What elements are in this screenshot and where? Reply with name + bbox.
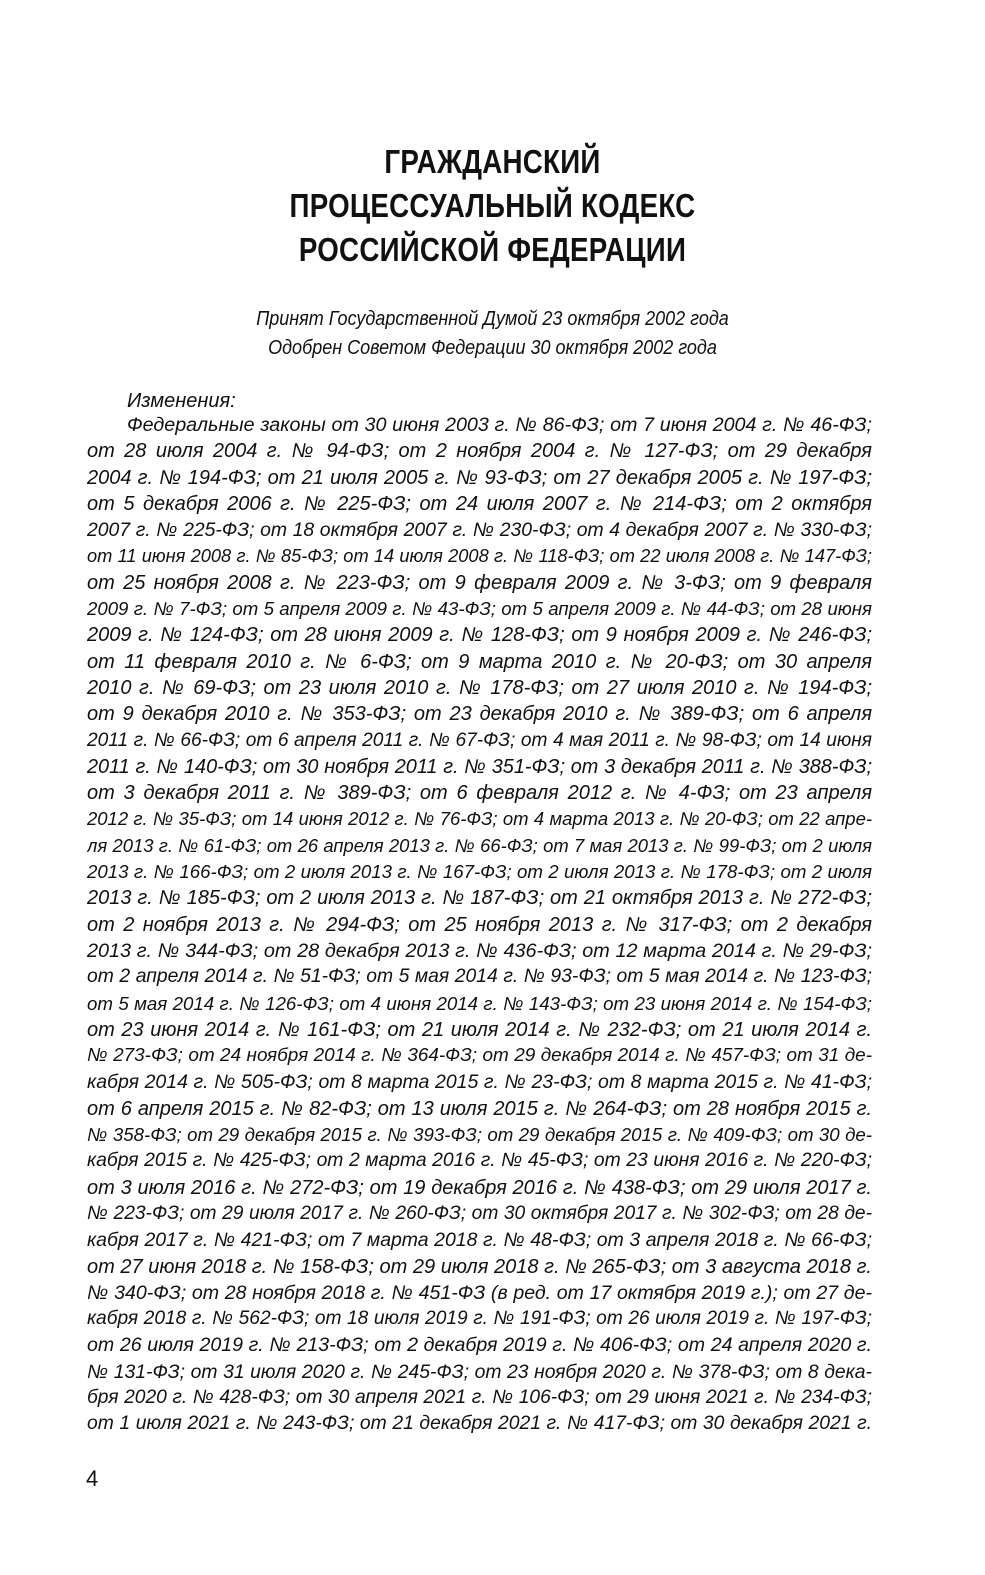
adoption-info	[0, 305, 985, 363]
adopted-by-duma: Принят Государственной Думой 23 октября 2002 года	[256, 308, 729, 330]
changes-line: от 5 декабря 2006 г. № 225-ФЗ; от 24 июля 2007 г. № 214-ФЗ; от 2 октября	[87, 492, 872, 515]
changes-list	[87, 412, 872, 1438]
changes-line: кабря 2015 г. № 425-ФЗ; от 2 марта 2016 г. № 45-ФЗ; от 23 июня 2016 г. № 220-ФЗ;	[87, 1150, 872, 1172]
changes-line: 2013 г. № 344-ФЗ; от 28 декабря 2013 г. № 436-ФЗ; от 12 марта 2014 г. № 29-ФЗ;	[87, 939, 872, 962]
changes-line: 2007 г. № 225-ФЗ; от 18 октября 2007 г. № 230-ФЗ; от 4 декабря 2007 г. № 330-ФЗ;	[87, 519, 872, 542]
changes-line: 2011 г. № 66-ФЗ; от 6 апреля 2011 г. № 67-ФЗ; от 4 мая 2011 г. № 98-ФЗ; от 14 июня	[87, 729, 872, 751]
changes-line: № 223-ФЗ; от 29 июля 2017 г. № 260-ФЗ; от 30 октября 2017 г. № 302-ФЗ; от 28 де-	[87, 1202, 872, 1224]
changes-line: от 26 июля 2019 г. № 213-ФЗ; от 2 декабря 2019 г. № 406-ФЗ; от 24 апреля 2020 г.	[87, 1334, 872, 1357]
changes-line: от 11 февраля 2010 г. № 6-ФЗ; от 9 марта 2010 г. № 20-ФЗ; от 30 апреля	[87, 650, 872, 673]
title-line: ПРОЦЕССУАЛЬНЫЙ КОДЕКС	[289, 187, 696, 224]
changes-line: 2009 г. № 124-ФЗ; от 28 июня 2009 г. № 128-ФЗ; от 9 ноября 2009 г. № 246-ФЗ;	[87, 624, 872, 647]
changes-line: от 2 апреля 2014 г. № 51-ФЗ; от 5 мая 2014 г. № 93-ФЗ; от 5 мая 2014 г. № 123-ФЗ;	[87, 966, 872, 988]
changes-line: от 11 июня 2008 г. № 85-ФЗ; от 14 июля 2008 г. № 118-ФЗ; от 22 июля 2008 г. № 147-ФЗ;	[87, 545, 872, 567]
document-title	[0, 140, 985, 272]
changes-line: от 2 ноября 2013 г. № 294-ФЗ; от 25 ноября 2013 г. № 317-ФЗ; от 2 декабря	[87, 913, 872, 936]
changes-line: Федеральные законы от 30 июня 2003 г. № 86-ФЗ; от 7 июня 2004 г. № 46-ФЗ;	[127, 414, 872, 436]
changes-label: Изменения:	[127, 390, 236, 412]
changes-line: кабря 2017 г. № 421-ФЗ; от 7 марта 2018 г. № 48-ФЗ; от 3 апреля 2018 г. № 66-ФЗ;	[87, 1229, 872, 1252]
changes-line: 2004 г. № 194-ФЗ; от 21 июля 2005 г. № 93-ФЗ; от 27 декабря 2005 г. № 197-ФЗ;	[87, 466, 872, 489]
changes-line: от 6 апреля 2015 г. № 82-ФЗ; от 13 июля 2015 г. № 264-ФЗ; от 28 ноября 2015 г.	[87, 1097, 872, 1120]
changes-line: 2012 г. № 35-ФЗ; от 14 июня 2012 г. № 76-ФЗ; от 4 марта 2013 г. № 20-ФЗ; от 22 апре-	[87, 808, 872, 830]
changes-line: от 23 июня 2014 г. № 161-ФЗ; от 21 июля 2014 г. № 232-ФЗ; от 21 июля 2014 г.	[87, 1018, 872, 1041]
changes-line: от 1 июля 2021 г. № 243-ФЗ; от 21 декабря 2021 г. № 417-ФЗ; от 30 декабря 2021 г.	[87, 1413, 872, 1435]
title-line: ГРАЖДАНСКИЙ	[384, 143, 601, 180]
changes-line: № 273-ФЗ; от 24 ноября 2014 г. № 364-ФЗ; от 29 декабря 2014 г. № 457-ФЗ; от 31 де-	[87, 1045, 872, 1067]
changes-line: кабря 2018 г. № 562-ФЗ; от 18 июля 2019 г. № 191-ФЗ; от 26 июля 2019 г. № 197-ФЗ;	[87, 1308, 872, 1330]
changes-line: 2013 г. № 166-ФЗ; от 2 июля 2013 г. № 167-ФЗ; от 2 июля 2013 г. № 178-ФЗ; от 2 июля	[87, 861, 872, 883]
title-line: РОССИЙСКОЙ ФЕДЕРАЦИИ	[298, 231, 687, 268]
changes-line: от 5 мая 2014 г. № 126-ФЗ; от 4 июня 2014 г. № 143-ФЗ; от 23 июня 2014 г. № 154-ФЗ;	[87, 992, 872, 1014]
approved-by-federation-council: Одобрен Советом Федерации 30 октября 2002 года	[268, 337, 717, 359]
changes-line: от 9 декабря 2010 г. № 353-ФЗ; от 23 декабря 2010 г. № 389-ФЗ; от 6 апреля	[87, 703, 872, 726]
page-number: 4	[86, 1466, 99, 1491]
changes-line: № 358-ФЗ; от 29 декабря 2015 г. № 393-ФЗ; от 29 декабря 2015 г. № 409-ФЗ; от 30 де-	[87, 1124, 872, 1146]
changes-line: № 131-ФЗ; от 31 июля 2020 г. № 245-ФЗ; от 23 ноября 2020 г. № 378-ФЗ; от 8 дека-	[87, 1360, 872, 1383]
changes-line: от 3 июля 2016 г. № 272-ФЗ; от 19 декабря 2016 г. № 438-ФЗ; от 29 июля 2017 г.	[87, 1176, 872, 1199]
changes-line: от 3 декабря 2011 г. № 389-ФЗ; от 6 февраля 2012 г. № 4-ФЗ; от 23 апреля	[87, 782, 872, 805]
changes-line: от 28 июля 2004 г. № 94-ФЗ; от 2 ноября 2004 г. № 127-ФЗ; от 29 декабря	[87, 440, 872, 463]
changes-line: ля 2013 г. № 61-ФЗ; от 26 апреля 2013 г. № 66-ФЗ; от 7 мая 2013 г. № 99-ФЗ; от 2 июля	[87, 834, 872, 856]
changes-line: 2013 г. № 185-ФЗ; от 2 июля 2013 г. № 187-ФЗ; от 21 октября 2013 г. № 272-ФЗ;	[87, 887, 872, 910]
changes-line: № 340-ФЗ; от 28 ноября 2018 г. № 451-ФЗ (в ред. от 17 октября 2019 г.); от 27 де-	[87, 1281, 872, 1304]
changes-line: кабря 2014 г. № 505-ФЗ; от 8 марта 2015 г. № 23-ФЗ; от 8 марта 2015 г. № 41-ФЗ;	[87, 1071, 872, 1094]
changes-line: от 25 ноября 2008 г. № 223-ФЗ; от 9 февраля 2009 г. № 3-ФЗ; от 9 февраля	[87, 571, 872, 594]
changes-line: от 27 июня 2018 г. № 158-ФЗ; от 29 июля 2018 г. № 265-ФЗ; от 3 августа 2018 г.	[87, 1255, 872, 1278]
changes-line: 2011 г. № 140-ФЗ; от 30 ноября 2011 г. № 351-ФЗ; от 3 декабря 2011 г. № 388-ФЗ;	[87, 755, 872, 778]
changes-line: бря 2020 г. № 428-ФЗ; от 30 апреля 2021 г. № 106-ФЗ; от 29 июня 2021 г. № 234-ФЗ;	[87, 1386, 872, 1408]
changes-line: 2010 г. № 69-ФЗ; от 23 июля 2010 г. № 178-ФЗ; от 27 июля 2010 г. № 194-ФЗ;	[87, 676, 872, 699]
changes-line: 2009 г. № 7-ФЗ; от 5 апреля 2009 г. № 43-ФЗ; от 5 апреля 2009 г. № 44-ФЗ; от 28 июня	[87, 598, 872, 620]
